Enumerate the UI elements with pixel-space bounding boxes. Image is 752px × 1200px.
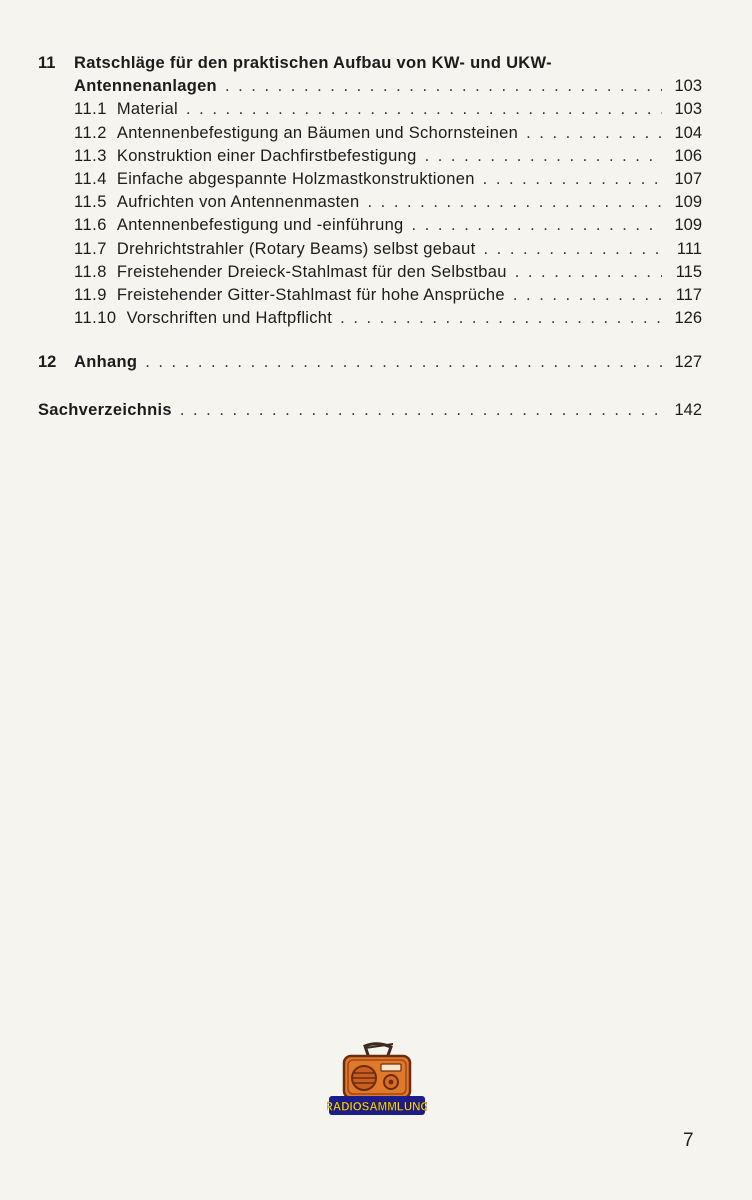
page-ref: 109 <box>674 193 702 212</box>
dot-leader <box>412 214 662 237</box>
section-title: Konstruktion einer Dachfirstbefestigung <box>116 146 417 165</box>
toc-entry <box>38 145 702 168</box>
section-number: 11.8 <box>74 262 107 281</box>
dot-leader <box>225 75 662 98</box>
section-number: 11.10 <box>74 309 117 328</box>
dot-leader <box>180 399 662 422</box>
page-ref: 106 <box>674 146 702 165</box>
dot-leader <box>186 98 662 121</box>
section-title: Freistehender Dreieck-Stahlmast für den Selbstbau <box>116 262 507 281</box>
toc-entry <box>38 191 702 214</box>
section-title: Antennenbefestigung und -einführung <box>116 216 404 235</box>
chapter-title: Anhang <box>74 353 138 372</box>
chapter-title-line2: Antennenanlagen <box>74 77 217 96</box>
toc-entry <box>38 238 702 261</box>
chapter-number: 12 <box>38 353 57 372</box>
page-ref: 111 <box>676 239 702 258</box>
toc-entry <box>38 307 702 330</box>
page-ref: 127 <box>674 353 702 372</box>
toc-chapter-11-heading <box>38 52 702 75</box>
section-number: 11.6 <box>74 216 107 235</box>
toc-entry-chapter-12 <box>38 351 702 374</box>
toc-entry <box>38 98 702 121</box>
toc-entry <box>38 122 702 145</box>
dot-leader <box>526 122 662 145</box>
section-number: 11.9 <box>74 285 107 304</box>
page-ref: 103 <box>674 77 702 96</box>
section-number: 11.4 <box>74 169 107 188</box>
toc-entry-index <box>38 399 702 422</box>
page-number: 7 <box>683 1130 694 1151</box>
section-title: Freistehender Gitter-Stahlmast für hohe Ansprüche <box>116 285 505 304</box>
radio-icon <box>327 1040 427 1120</box>
dot-leader <box>368 191 663 214</box>
page-ref: 103 <box>674 100 702 119</box>
section-number: 11.5 <box>74 193 107 212</box>
toc-entry <box>38 168 702 191</box>
section-title: Antennenbefestigung an Bäumen und Schornsteinen <box>116 123 519 142</box>
dot-leader <box>340 307 662 330</box>
dot-leader <box>484 238 663 261</box>
dot-leader <box>513 284 662 307</box>
page-ref: 104 <box>674 123 702 142</box>
section-title: Drehrichtstrahler (Rotary Beams) selbst gebaut <box>116 239 476 258</box>
toc-entry <box>38 284 702 307</box>
page-ref: 109 <box>674 216 702 235</box>
section-title: Einfache abgespannte Holzmastkonstruktionen <box>116 169 475 188</box>
toc-entry-chapter-11 <box>38 75 702 98</box>
section-number: 11.7 <box>74 239 107 258</box>
section-title: Aufrichten von Antennenmasten <box>116 193 360 212</box>
radiosammlung-logo <box>327 1040 427 1120</box>
section-number: 11.2 <box>74 123 107 142</box>
chapter-title-line1: Ratschläge für den praktischen Aufbau von KW- und UKW- <box>74 54 552 72</box>
table-of-contents <box>38 52 702 423</box>
section-number: 11.1 <box>74 100 107 119</box>
dot-leader <box>515 261 662 284</box>
index-title: Sachverzeichnis <box>38 401 172 420</box>
logo-text: RADIOSAMMLUNG <box>327 1101 427 1114</box>
page-ref: 126 <box>674 309 702 328</box>
page-ref: 142 <box>674 401 702 420</box>
dot-leader <box>483 168 662 191</box>
section-number: 11.3 <box>74 146 107 165</box>
toc-entry <box>38 214 702 237</box>
toc-entry <box>38 261 702 284</box>
page-ref: 107 <box>674 169 702 188</box>
dot-leader <box>145 351 662 374</box>
chapter-number: 11 <box>38 54 56 72</box>
dot-leader <box>425 145 662 168</box>
section-title: Vorschriften und Haftpflicht <box>126 309 333 328</box>
section-title: Material <box>116 100 178 119</box>
page-ref: 115 <box>675 262 702 281</box>
page-ref: 117 <box>675 285 702 304</box>
